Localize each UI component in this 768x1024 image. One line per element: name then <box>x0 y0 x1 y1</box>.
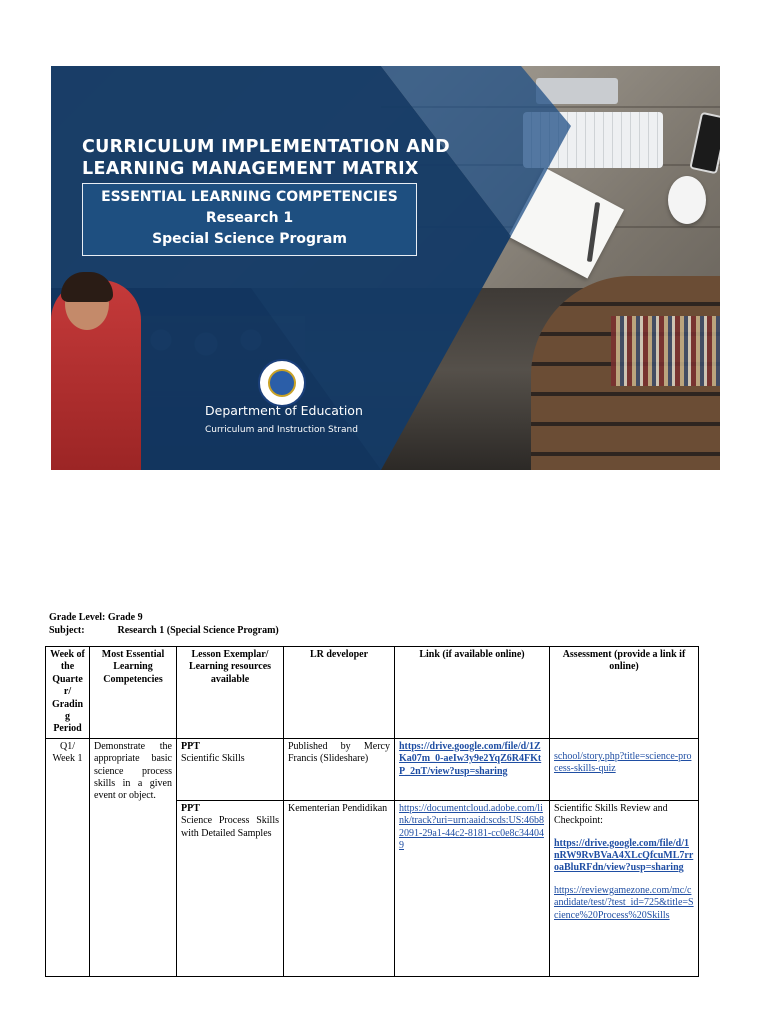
week-cell: Q1/ Week 1 <box>46 738 90 976</box>
header-lesson: Lesson Exemplar/ Learning resources available <box>177 647 284 739</box>
grade-level-value: Grade 9 <box>107 612 143 623</box>
header-link: Link (if available online) <box>395 647 550 739</box>
cover-title <box>82 136 450 180</box>
grade-level-line <box>49 611 143 624</box>
header-melc: Most Essential Learning Competencies <box>90 647 177 739</box>
grade-level-label: Grade Level: <box>49 612 106 623</box>
subject-line <box>49 624 279 637</box>
lesson-cell <box>177 738 284 800</box>
melc-cell: Demonstrate the appropriate basic science process skills in a given event or object. <box>90 738 177 976</box>
link-cell <box>395 738 550 800</box>
blue-overlay <box>51 66 720 470</box>
subject-label: Subject: <box>49 625 85 636</box>
header-assessment: Assessment (provide a link if online) <box>550 647 699 739</box>
cover-title-line: LEARNING MANAGEMENT MATRIX <box>82 159 419 179</box>
box-line: Research 1 <box>205 210 294 226</box>
assessment-link[interactable]: https://drive.google.com/file/d/1nRW9RvBVaA4XLcQfcuML7rroaBluRFdn/view?usp=sharing <box>554 837 694 874</box>
deped-seal-icon <box>258 359 306 407</box>
cover-title-line: CURRICULUM IMPLEMENTATION AND <box>82 137 450 157</box>
header-developer: LR developer <box>284 647 395 739</box>
lesson-type: PPT <box>181 740 200 752</box>
developer-cell: Published by Mercy Francis (Slideshare) <box>284 738 395 800</box>
lesson-type: PPT <box>181 802 200 814</box>
strand-name: Curriculum and Instruction Strand <box>205 425 358 435</box>
table-header-row <box>46 647 699 739</box>
cover-banner <box>51 66 720 470</box>
subject-value: Research 1 (Special Science Program) <box>117 625 279 636</box>
lesson-title: Science Process Skills with Detailed Samples <box>181 815 279 839</box>
assessment-link[interactable]: https://reviewgamezone.com/mc/candidate/test/?test_id=725&title=Science%20Process%20Skills <box>554 884 694 921</box>
assessment-cell <box>550 800 699 976</box>
assessment-cell <box>550 738 699 800</box>
header-week: Week of the Quarte r/ Gradin g Period <box>46 647 90 739</box>
box-line: Special Science Program <box>152 231 347 247</box>
lesson-title: Scientific Skills <box>181 753 245 765</box>
link-cell <box>395 800 550 976</box>
competencies-box <box>82 183 417 256</box>
assessment-text: Scientific Skills Review and Checkpoint: <box>554 802 668 827</box>
assessment-link[interactable]: school/story.php?title=science-process-skills-quiz <box>554 750 692 775</box>
box-line: ESSENTIAL LEARNING COMPETENCIES <box>101 189 398 205</box>
resource-link[interactable]: https://drive.google.com/file/d/1ZKa07m_0-aeIw3y9e2YqZ6R4FKtP_2nT/view?usp=sharing <box>399 740 542 777</box>
curriculum-matrix-table <box>45 646 699 977</box>
resource-link[interactable]: https://documentcloud.adobe.com/link/track?uri=urn:aaid:scds:US:46b82091-29a1-44c2-8181-cc0e8c344049 <box>399 802 545 852</box>
developer-cell: Kementerian Pendidikan <box>284 800 395 976</box>
department-name: Department of Education <box>205 403 363 418</box>
lesson-cell <box>177 800 284 976</box>
table-row <box>46 738 699 800</box>
